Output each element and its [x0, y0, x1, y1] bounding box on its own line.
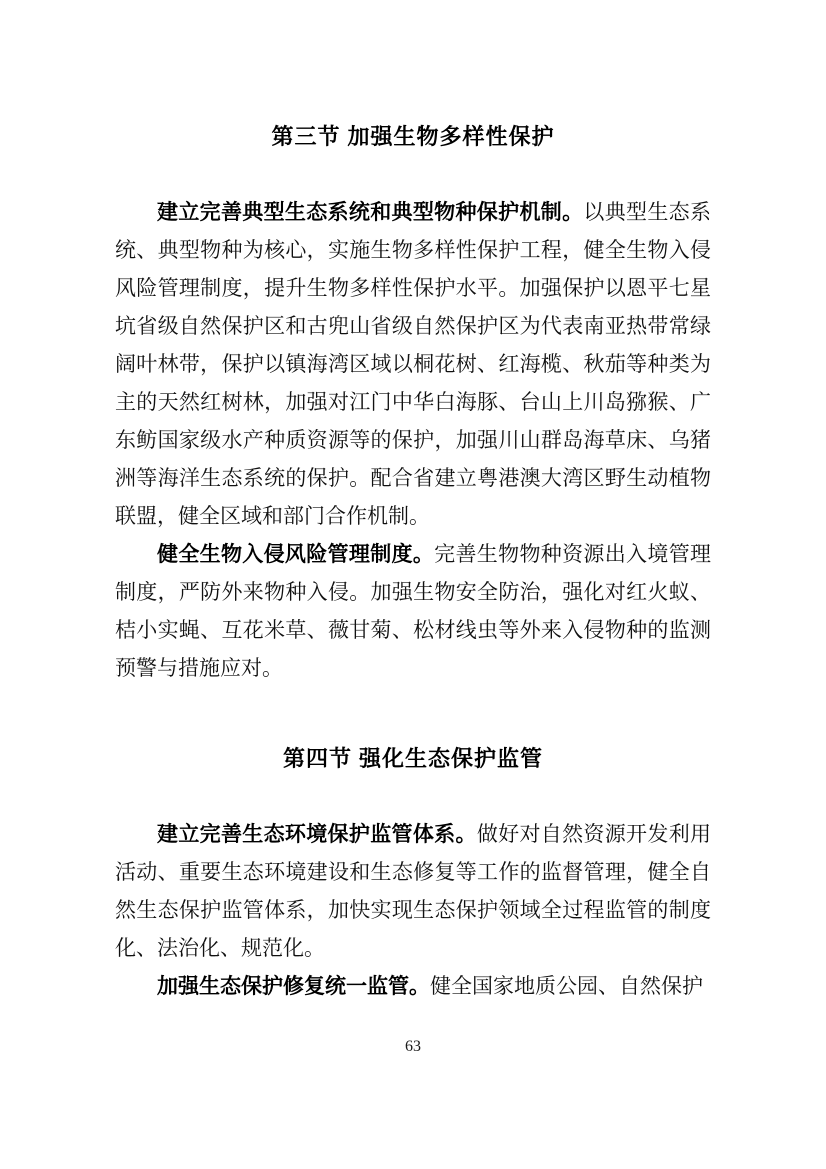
section-3-text: [115, 193, 711, 687]
paragraph-body: 做好对自然资源开发利用活动、重要生态环境建设和生态修复等工作的监督管理，健全自然生态保护监管体系，加快实现生态保护领域全过程监管的制度化、法治化、规范化。: [115, 822, 712, 960]
section-4-text: [115, 815, 711, 1005]
paragraph: [115, 535, 711, 687]
paragraph-lead: 健全生物入侵风险管理制度。: [157, 542, 435, 566]
paragraph-lead: 加强生态保护修复统一监管。: [157, 974, 430, 998]
paragraph: [115, 967, 711, 1005]
paragraph-lead: 建立完善生态环境保护监管体系。: [157, 822, 477, 846]
section-heading-4: 第四节 强化生态保护监管: [282, 746, 544, 771]
paragraph-lead: 建立完善典型生态系统和典型物种保护机制。: [157, 200, 584, 224]
paragraph-body: 以典型生态系统、典型物种为核心，实施生物多样性保护工程，健全生物入侵风险管理制度，提升生物多样性保护水平。加强保护以恩平七星坑省级自然保护区和古兜山省级自然保护区为代表南亚热带常绿阔叶林带，保护以镇海湾区域以桐花树、红海榄、秋茄等种类为主的天然红树林，加强对江门中华白海豚、台山上川岛猕猴、广东鲂国家级水产种质资源等的保护，加强川山群岛海草床、乌猪洲等海洋生态系统的保护。配合省建立粤港澳大湾区野生动植物联盟，健全区域和部门合作机制。: [115, 200, 712, 528]
paragraph-body: 健全国家地质公园、自然保护: [430, 974, 703, 998]
paragraph: [115, 815, 711, 967]
section-heading-3: 第三节 加强生物多样性保护: [271, 124, 555, 149]
paragraph: [115, 193, 711, 535]
paragraph-body: 完善生物物种资源出入境管理制度，严防外来物种入侵。加强生物安全防治，强化对红火蚁、桔小实蝇、互花米草、薇甘菊、松材线虫等外来入侵物种的监测预警与措施应对。: [115, 542, 712, 680]
page-number: 63: [405, 1038, 421, 1055]
